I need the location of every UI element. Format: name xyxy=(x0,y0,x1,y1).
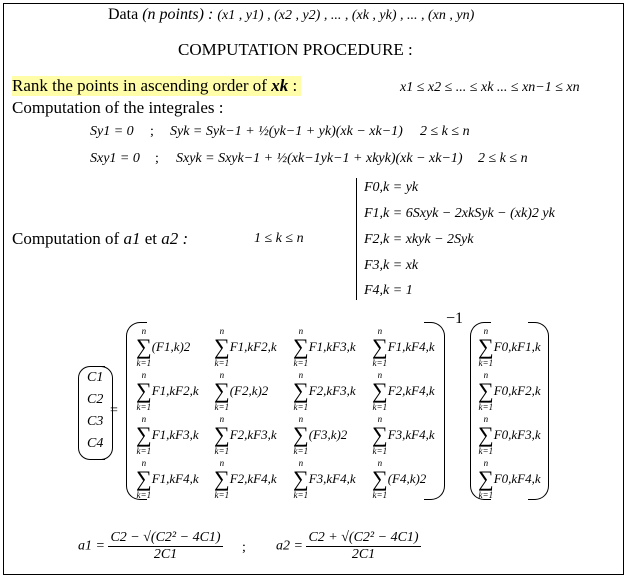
data-label: Data xyxy=(108,6,139,23)
a1-numerator: C2 − √(C2² − 4C1) xyxy=(110,530,221,545)
rank-colon: : xyxy=(292,76,298,95)
sum-symbol: n ∑ k=1 xyxy=(372,370,388,412)
page-title: COMPUTATION PROCEDURE : xyxy=(178,40,413,59)
rank-line xyxy=(12,76,301,96)
matrix-cell: n ∑ k=1 F2,kF3,k xyxy=(214,414,277,456)
f3-def: F3,k = xk xyxy=(364,258,419,273)
matrix-cell: n ∑ k=1 (F4,k)2 xyxy=(372,458,427,500)
sy-formula: Syk = Syk−1 + ½(yk−1 + yk)(xk − xk−1) xyxy=(170,124,403,139)
coeffs-label xyxy=(12,229,188,249)
result-sep: ; xyxy=(242,540,246,555)
integrals-label: Computation of the integrales : xyxy=(12,98,224,117)
sum-symbol: n ∑ k=1 xyxy=(136,326,152,368)
sum-symbol: n ∑ k=1 xyxy=(293,414,309,456)
matrix-cell: n ∑ k=1 (F3,k)2 xyxy=(293,414,348,456)
sum-symbol: n ∑ k=1 xyxy=(214,326,230,368)
sum-symbol: n ∑ k=1 xyxy=(214,370,230,412)
points-label: (n points) : xyxy=(142,6,214,23)
sum-symbol: n ∑ k=1 xyxy=(372,414,388,456)
sum-symbol: n ∑ k=1 xyxy=(136,458,152,500)
sxy-formula: Sxyk = Sxyk−1 + ½(xk−1yk−1 + xkyk)(xk − xk−1) xyxy=(176,151,463,166)
sum-symbol: n ∑ k=1 xyxy=(293,370,309,412)
coeffs-label-text: Computation of xyxy=(12,229,120,248)
sy-init: Sy1 = 0 xyxy=(90,124,134,139)
sxy-init: Sxy1 = 0 xyxy=(90,151,140,166)
sum-symbol: n ∑ k=1 xyxy=(214,414,230,456)
rhs-cell: n ∑ k=1 F0,kF3,k xyxy=(478,414,541,456)
sy-range: 2 ≤ k ≤ n xyxy=(420,124,470,139)
rhs-cell: n ∑ k=1 F0,kF1,k xyxy=(478,326,541,368)
lhs-c2: C2 xyxy=(87,392,104,407)
matrix-cell: n ∑ k=1 F1,kF2,k xyxy=(136,370,199,412)
coeff-a1: a1 xyxy=(123,229,141,248)
matrix-cell: n ∑ k=1 F1,kF4,k xyxy=(136,458,199,500)
coeff-et: et xyxy=(144,229,157,248)
matrix-cell: n ∑ k=1 F1,kF2,k xyxy=(214,326,277,368)
a1-lhs: a1 = xyxy=(78,538,105,554)
a2-lhs: a2 = xyxy=(276,538,303,554)
matrix-cell: n ∑ k=1 F1,kF3,k xyxy=(136,414,199,456)
matrix-cell: n ∑ k=1 F3,kF4,k xyxy=(372,414,435,456)
sum-symbol: n ∑ k=1 xyxy=(478,326,494,368)
sum-symbol: n ∑ k=1 xyxy=(372,326,388,368)
rhs-cell: n ∑ k=1 F0,kF4,k xyxy=(478,458,541,500)
a2-result xyxy=(276,530,421,563)
f2-def: F2,k = xkyk − 2Syk xyxy=(364,232,474,247)
f4-def: F4,k = 1 xyxy=(364,283,413,298)
rank-order: x1 ≤ x2 ≤ ... ≤ xk ... ≤ xn−1 ≤ xn xyxy=(400,80,580,95)
sum-symbol: n ∑ k=1 xyxy=(478,414,494,456)
sum-symbol: n ∑ k=1 xyxy=(214,458,230,500)
f1-def: F1,k = 6Sxyk − 2xkSyk − (xk)2 yk xyxy=(364,206,555,221)
sum-symbol: n ∑ k=1 xyxy=(293,326,309,368)
matrix-cell: n ∑ k=1 F2,kF4,k xyxy=(214,458,277,500)
a1-denominator: 2C1 xyxy=(153,547,178,562)
matrix-cell: n ∑ k=1 (F1,k)2 xyxy=(136,326,191,368)
sxy-range: 2 ≤ k ≤ n xyxy=(478,151,528,166)
coeff-a2: a2 : xyxy=(161,229,189,248)
matrix-cell: n ∑ k=1 F2,kF4,k xyxy=(372,370,435,412)
matrix-cell: n ∑ k=1 (F2,k)2 xyxy=(214,370,269,412)
matrix-cell: n ∑ k=1 F2,kF3,k xyxy=(293,370,356,412)
matrix-cell: n ∑ k=1 F1,kF4,k xyxy=(372,326,435,368)
a2-denominator: 2C1 xyxy=(351,547,376,562)
a1-result xyxy=(78,530,223,563)
sum-symbol: n ∑ k=1 xyxy=(478,458,494,500)
lhs-c4: C4 xyxy=(87,436,104,451)
sum-symbol: n ∑ k=1 xyxy=(478,370,494,412)
sy-sep: ; xyxy=(150,124,154,139)
sum-symbol: n ∑ k=1 xyxy=(293,458,309,500)
sxy-sep: ; xyxy=(155,151,159,166)
f0-def: F0,k = yk xyxy=(364,180,419,195)
rank-variable: xk xyxy=(271,76,289,95)
sum-symbol: n ∑ k=1 xyxy=(372,458,388,500)
a2-numerator: C2 + √(C2² − 4C1) xyxy=(308,530,419,545)
coeffs-range: 1 ≤ k ≤ n xyxy=(254,231,304,246)
lhs-c3: C3 xyxy=(87,414,104,429)
rhs-cell: n ∑ k=1 F0,kF2,k xyxy=(478,370,541,412)
cases-brace xyxy=(356,178,357,300)
inverse-exponent: −1 xyxy=(446,310,464,327)
lhs-c1: C1 xyxy=(87,370,104,385)
points-sequence: (x1 , y1) , (x2 , y2) , ... , (xk , yk) , ... , (xn , yn) xyxy=(217,8,475,23)
sum-symbol: n ∑ k=1 xyxy=(136,370,152,412)
rank-label: Rank the points in ascending order of xyxy=(12,76,267,95)
matrix-cell: n ∑ k=1 F3,kF4,k xyxy=(293,458,356,500)
matrix-cell: n ∑ k=1 F1,kF3,k xyxy=(293,326,356,368)
sum-symbol: n ∑ k=1 xyxy=(136,414,152,456)
data-header xyxy=(108,6,474,24)
